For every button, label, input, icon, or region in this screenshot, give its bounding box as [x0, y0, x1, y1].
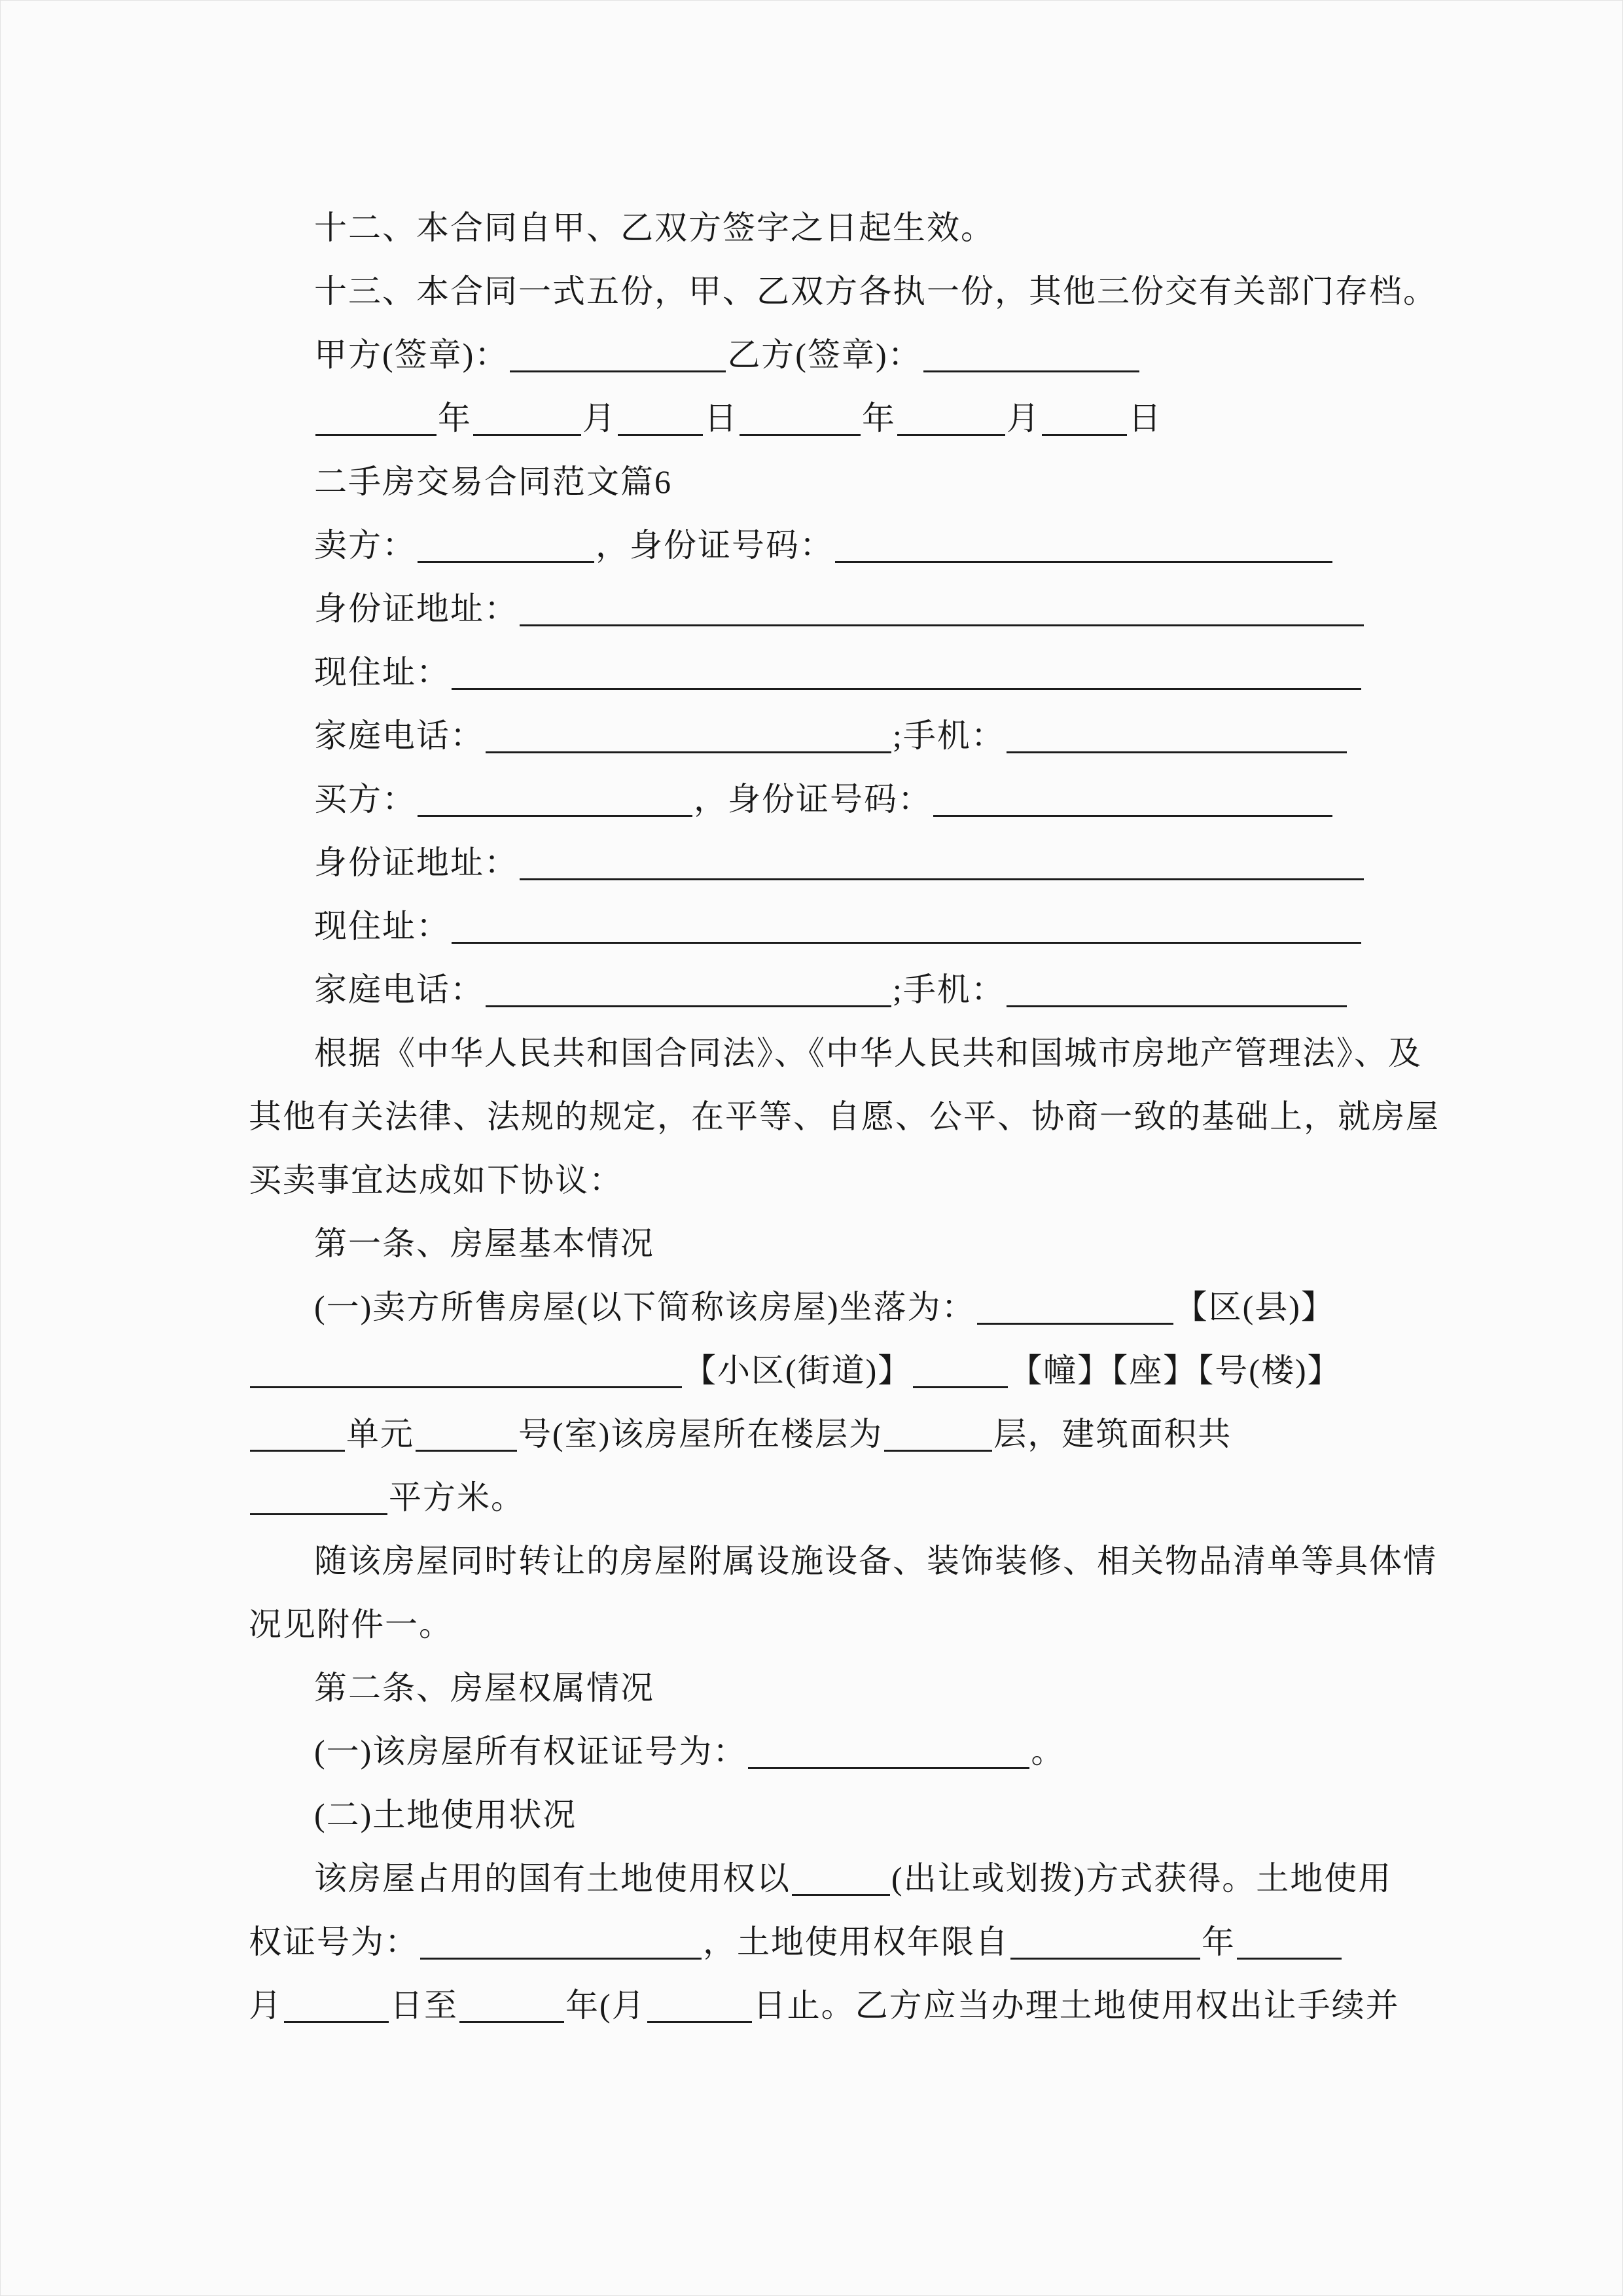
text-segment: 卖方：	[314, 527, 416, 564]
text-segment: 单元	[346, 1416, 414, 1452]
blank-field	[418, 528, 594, 563]
text-segment: 月	[582, 400, 616, 437]
blank-field	[459, 1988, 564, 2023]
text-segment: 【小区(街道)】	[683, 1352, 912, 1389]
text-segment: 年(月	[565, 1987, 646, 2024]
document-line	[249, 1593, 1400, 1657]
document-line	[249, 196, 1400, 260]
text-segment: 。	[1031, 1733, 1065, 1770]
blank-field	[884, 1417, 992, 1452]
text-segment: 权证号为：	[249, 1924, 419, 1960]
blank-field	[486, 719, 891, 753]
text-segment: 现住址：	[314, 908, 450, 944]
document-line	[249, 1784, 1400, 1847]
blank-field	[315, 401, 437, 436]
text-segment: 乙方(签章)：	[727, 336, 922, 373]
document-line	[249, 260, 1437, 323]
blank-field	[740, 401, 861, 436]
blank-field	[897, 401, 1005, 436]
document-line	[249, 323, 1400, 387]
blank-field	[520, 592, 1364, 626]
text-segment: ;手机：	[893, 971, 1005, 1008]
document-title-line	[249, 450, 1400, 514]
text-segment: 身份证地址：	[314, 844, 518, 881]
blank-field	[1010, 1925, 1200, 1960]
text-segment: 甲方(签章)：	[314, 336, 509, 373]
text-segment: 其他有关法律、法规的规定，在平等、自愿、公平、协商一致的基础上，就房屋	[249, 1098, 1440, 1135]
document-line	[249, 577, 1400, 641]
text-segment: 日至	[390, 1987, 458, 2024]
document-line	[249, 768, 1400, 831]
document-line	[249, 704, 1400, 768]
document-line	[249, 514, 1400, 577]
text-segment: 二手房交易合同范文篇6	[314, 463, 672, 500]
text-segment: 日止。乙方应当办理土地使用权出让手续并	[753, 1987, 1400, 2024]
blank-field	[1237, 1925, 1342, 1960]
blank-field	[420, 1925, 702, 1960]
text-segment: ，身份证号码：	[694, 781, 932, 817]
blank-field	[835, 528, 1332, 563]
document-line	[249, 1403, 1400, 1466]
text-segment: 年	[438, 400, 472, 437]
document-line	[249, 1466, 1400, 1530]
blank-field	[933, 782, 1332, 817]
blank-field	[284, 1988, 389, 2023]
blank-field	[1007, 973, 1347, 1007]
document-line	[249, 1276, 1400, 1339]
blank-field	[452, 909, 1361, 944]
text-segment: 平方米。	[389, 1479, 525, 1516]
document-line	[249, 1022, 1422, 1085]
text-segment: 号(室)该房屋所在楼层为	[518, 1416, 883, 1452]
document-body	[249, 196, 1440, 2037]
text-segment: (出让或划拨)方式获得。土地使用	[891, 1860, 1393, 1897]
text-segment: 【幢】【座】【号(楼)】	[1009, 1352, 1342, 1389]
blank-field	[913, 1354, 1008, 1388]
text-segment: 日	[1128, 400, 1162, 437]
text-segment: ，身份证号码：	[596, 527, 834, 564]
text-segment: 十二、本合同自甲、乙双方签字之日起生效。	[314, 209, 995, 246]
document-line	[249, 1212, 1400, 1276]
blank-field	[250, 1417, 345, 1452]
document-line	[249, 1847, 1400, 1910]
text-segment: (一)卖方所售房屋(以下简称该房屋)坐落为：	[314, 1289, 976, 1325]
blank-field	[792, 1861, 890, 1896]
blank-field	[618, 401, 703, 436]
document-line	[249, 1657, 1400, 1720]
text-segment: 层，建筑面积共	[993, 1416, 1232, 1452]
text-segment: 该房屋占用的国有土地使用权以	[314, 1860, 791, 1897]
text-segment: 根据《中华人民共和国合同法》、《中华人民共和国城市房地产管理法》、及	[314, 1035, 1422, 1071]
text-segment: 身份证地址：	[314, 590, 518, 627]
document-line	[249, 387, 1400, 450]
text-segment: 【区(县)】	[1174, 1289, 1335, 1325]
blank-field	[1007, 719, 1347, 753]
text-segment: ，土地使用权年限自	[703, 1924, 1009, 1960]
text-segment: 现住址：	[314, 654, 450, 691]
document-line	[249, 641, 1400, 704]
document-line	[249, 1974, 1400, 2037]
text-segment: 买卖事宜达成如下协议：	[249, 1162, 623, 1198]
blank-field	[486, 973, 891, 1007]
text-segment: 况见附件一。	[249, 1606, 453, 1643]
blank-field	[473, 401, 581, 436]
text-segment: ;手机：	[893, 717, 1005, 754]
blank-field	[250, 1480, 387, 1515]
text-segment: 日	[704, 400, 738, 437]
document-line	[249, 895, 1400, 958]
document-line	[249, 1149, 1400, 1212]
blank-field	[520, 846, 1364, 880]
document-line	[249, 1530, 1437, 1593]
document-line	[249, 1910, 1400, 1974]
blank-field	[416, 1417, 517, 1452]
document-line	[249, 958, 1400, 1022]
blank-field	[923, 338, 1139, 372]
text-segment: 第二条、房屋权属情况	[314, 1670, 654, 1706]
text-segment: 随该房屋同时转让的房屋附属设施设备、装饰装修、相关物品清单等具体情	[314, 1543, 1437, 1579]
blank-field	[977, 1290, 1173, 1325]
text-segment: 第一条、房屋基本情况	[314, 1225, 654, 1262]
text-segment: 家庭电话：	[314, 971, 484, 1008]
text-segment: 家庭电话：	[314, 717, 484, 754]
document-line	[249, 1339, 1400, 1403]
blank-field	[748, 1734, 1029, 1769]
document-line	[249, 831, 1400, 895]
blank-field	[418, 782, 692, 817]
blank-field	[1042, 401, 1127, 436]
text-segment: 买方：	[314, 781, 416, 817]
blank-field	[510, 338, 726, 372]
blank-field	[250, 1354, 682, 1388]
text-segment: 月	[249, 1987, 283, 2024]
blank-field	[452, 655, 1361, 690]
text-segment: 十三、本合同一式五份，甲、乙双方各执一份，其他三份交有关部门存档。	[314, 273, 1437, 310]
document-line	[249, 1720, 1400, 1784]
text-segment: 年	[862, 400, 896, 437]
text-segment: 年	[1202, 1924, 1236, 1960]
text-segment: (一)该房屋所有权证证号为：	[314, 1733, 747, 1770]
text-segment: (二)土地使用状况	[314, 1797, 577, 1833]
document-line	[249, 1085, 1440, 1149]
blank-field	[647, 1988, 752, 2023]
text-segment: 月	[1007, 400, 1041, 437]
